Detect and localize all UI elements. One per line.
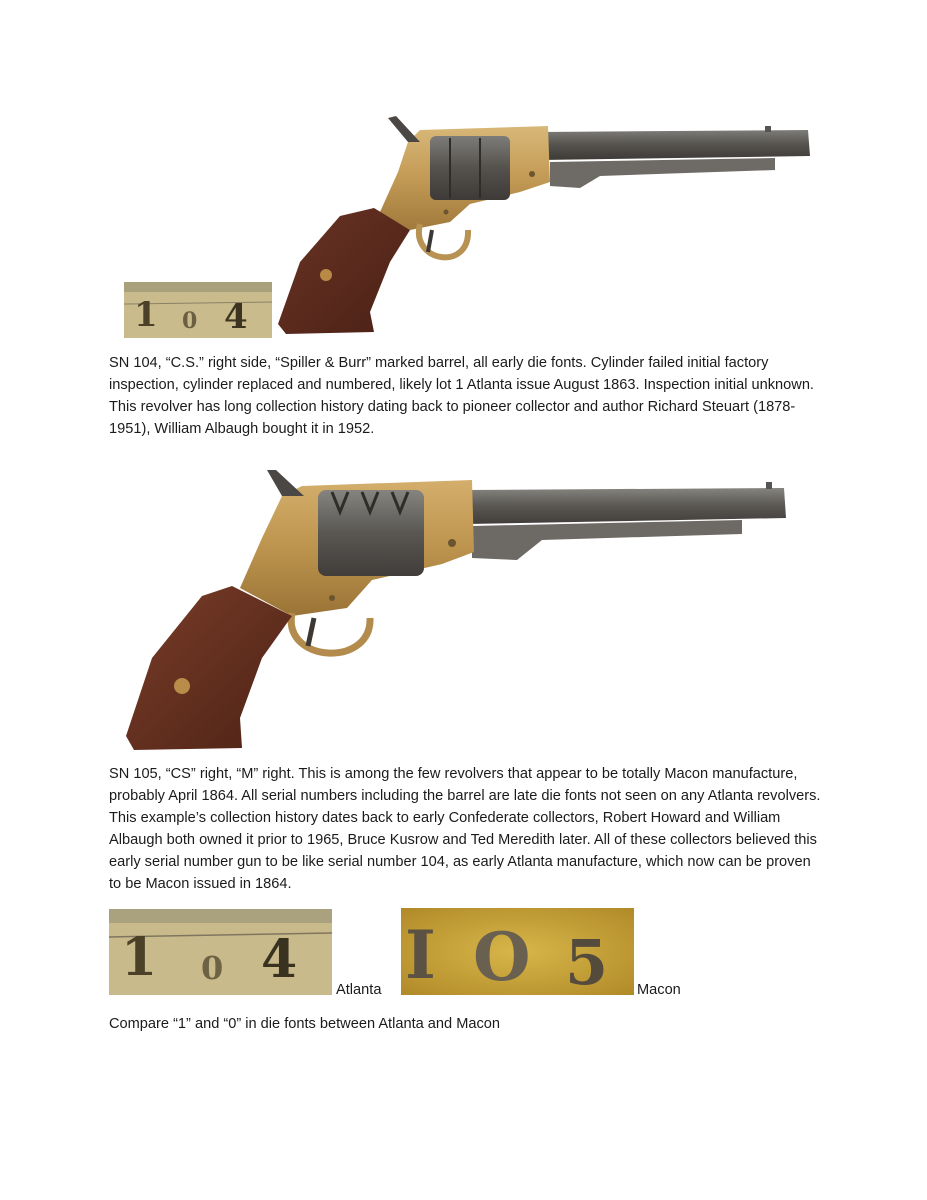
stamp-small-digit-1: 1 [134, 295, 158, 335]
stamp-small-digit-0: 0 [182, 308, 198, 334]
label-macon: Macon [637, 982, 681, 998]
paragraph-sn104: SN 104, “C.S.” right side, “Spiller & Burr” marked barrel, all early die fonts. Cylinder failed initial factory inspection, cylinder replaced and numbered, likely lot 1 Atlanta issue August 1863. Inspection initial unknown. This revolver has long collection history dating back to pioneer collector and author Richard Steuart (1878-1951), William Albaugh bought it in 1952. [109, 355, 814, 437]
stamp-small-digit-4: 4 [224, 297, 248, 337]
description-sn105 [109, 763, 823, 895]
serial-stamp-105-macon [401, 908, 634, 995]
stamp-macon-digit-5: 5 [565, 926, 609, 995]
stamp-atlanta-digit-1: 1 [121, 927, 158, 988]
stamp-macon-letter-o: O [473, 918, 531, 995]
serial-stamp-104-small [124, 282, 272, 338]
compare-caption: Compare “1” and “0” in die fonts between Atlanta and Macon [109, 1016, 501, 1032]
revolver-105-photo [122, 468, 792, 753]
paragraph-sn105: SN 105, “CS” right, “M” right. This is among the few revolvers that appear to be totally Macon manufacture, probably April 1864. All serial numbers including the barrel are late die fonts not seen on any Atlanta revolvers. This example’s collection history dates back to early Confederate collectors, Robert Howard and William Albaugh both owned it prior to 1965, Bruce Kusrow and Ted Meredith later. All of these collectors believed this early serial number gun to be like serial number 104, as early Atlanta manufacture, which now can be proven to be Macon issued in 1864. [109, 766, 821, 892]
stamp-atlanta-digit-0: 0 [201, 949, 224, 987]
label-atlanta: Atlanta [336, 982, 382, 998]
description-sn104 [109, 352, 821, 440]
serial-stamp-104-atlanta [109, 909, 332, 995]
stamp-atlanta-digit-4: 4 [261, 929, 298, 990]
stamp-macon-letter-i: I [405, 916, 436, 994]
revolver-104-photo [270, 112, 815, 337]
